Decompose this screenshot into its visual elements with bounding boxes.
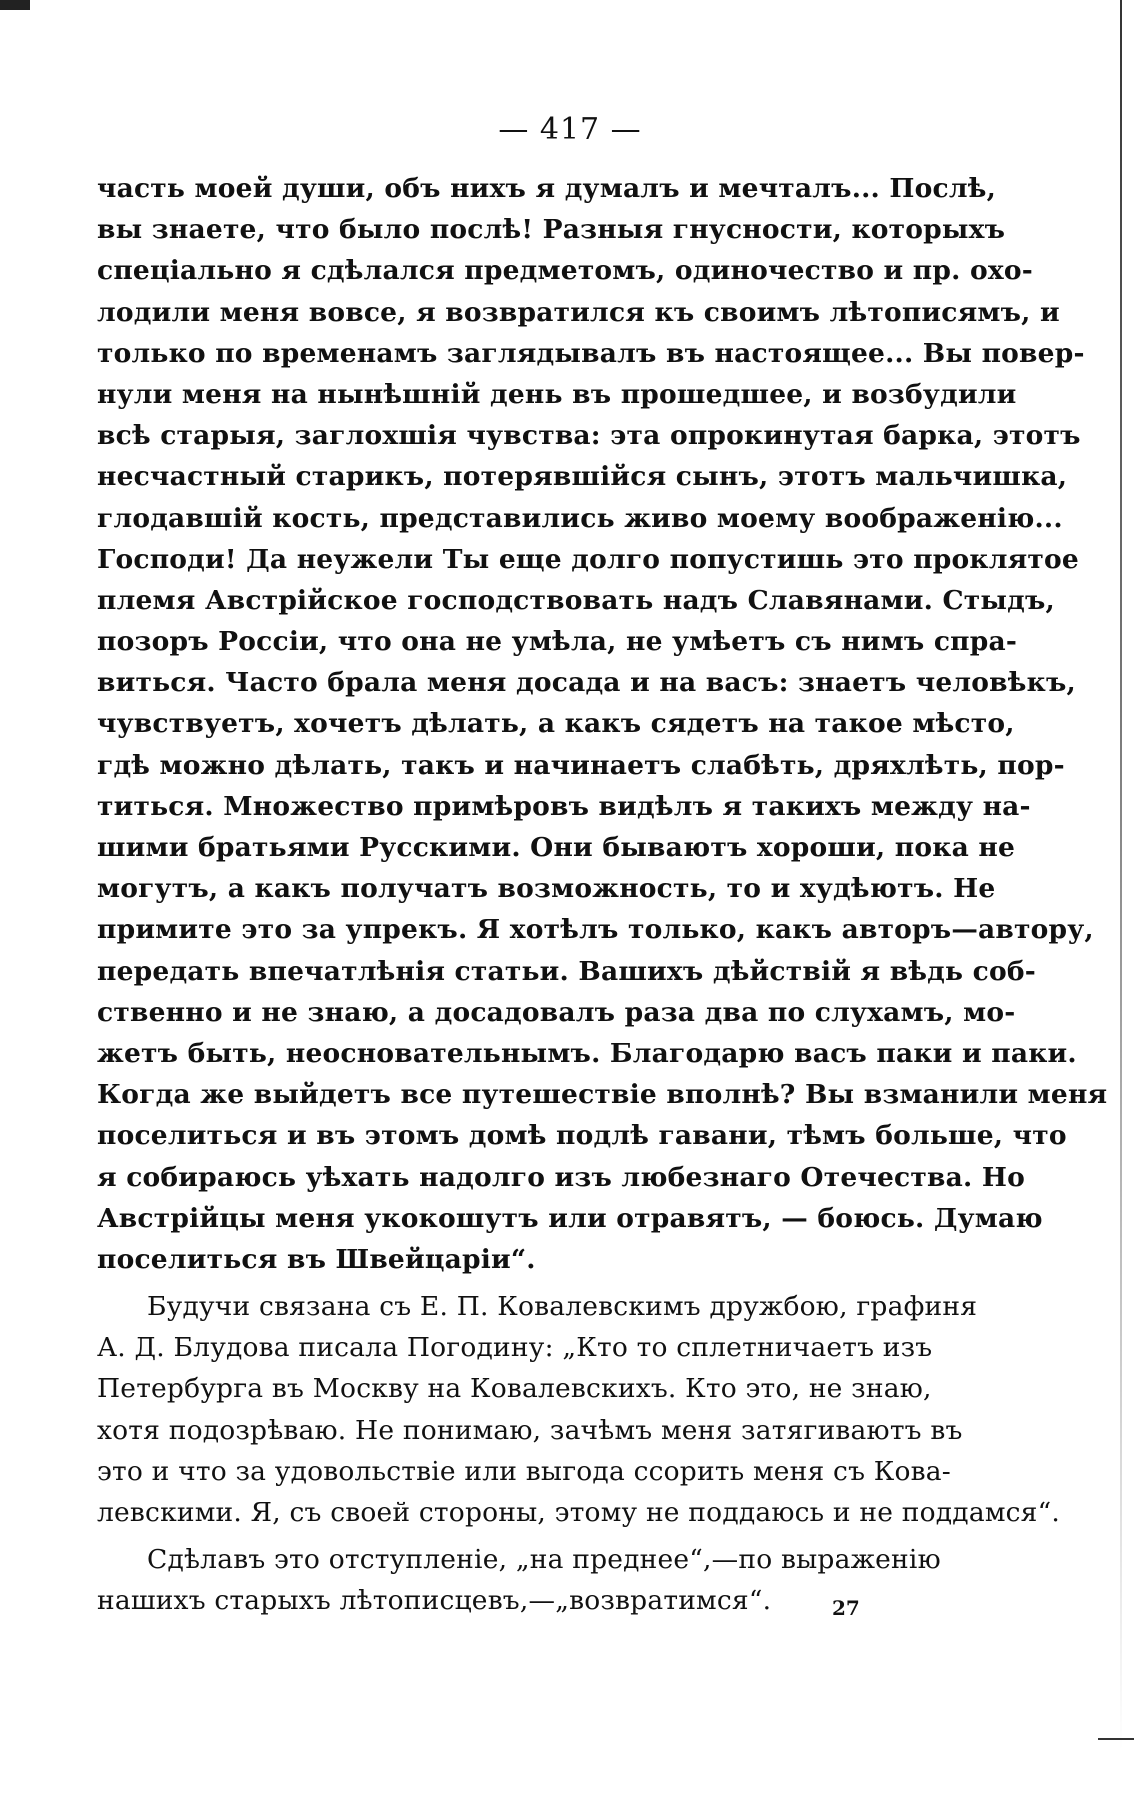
text-line: Петербурга въ Москву на Ковалевскихъ. Кто это, не знаю, (97, 1373, 932, 1405)
text-line: хотя подозрѣваю. Не понимаю, зачѣмъ меня затягиваютъ въ (97, 1414, 963, 1446)
text-line: левскими. Я, съ своей стороны, этому не поддаюсь и не поддамся“. (97, 1497, 1060, 1528)
text-line: всѣ старыя, заглохшія чувства: эта опрокинутая барка, этотъ (97, 420, 1081, 452)
text-line: нули меня на нынѣшній день въ прошедшее, и возбудили (97, 378, 1017, 410)
paragraph-letter-quote (97, 168, 1108, 1280)
page-number: — 417 — (498, 112, 642, 147)
text-line: жетъ быть, неосновательнымъ. Благодарю васъ паки и паки. (97, 1037, 1077, 1069)
text-line: титься. Множество примѣровъ видѣлъ я такихъ между на- (97, 790, 1031, 822)
text-line: несчастный старикъ, потерявшійся сынъ, этотъ мальчишка, (97, 461, 1068, 493)
text-line: Австрійцы меня укокошутъ или отравятъ, — боюсь. Думаю (97, 1202, 1043, 1234)
text-line: могутъ, а какъ получатъ возможность, то и худѣютъ. Не (97, 873, 996, 905)
text-line: спеціально я сдѣлался предметомъ, одиночество и пр. охо- (97, 255, 1033, 287)
scan-page-edge (1120, 0, 1122, 1750)
paragraph-closing (97, 1539, 941, 1621)
text-line: вы знаете, что было послѣ! Разныя гнусности, которыхъ (97, 214, 1006, 246)
text-line: племя Австрійское господствовать надъ Славянами. Стыдъ, (97, 584, 1055, 616)
text-line: ственно и не знаю, а досадовалъ раза два по слухамъ, мо- (97, 996, 1016, 1028)
text-line: позоръ Россіи, что она не умѣла, не умѣетъ съ нимъ спра- (97, 626, 1018, 658)
text-line: Когда же выйдетъ все путешествіе вполнѣ? Вы взманили меня (97, 1079, 1108, 1111)
text-line: это и что за удовольствіе или выгода ссорить меня съ Кова- (97, 1455, 951, 1487)
scan-edge-tick (1098, 1738, 1134, 1740)
paragraph-bludova (97, 1286, 1060, 1533)
text-line: Сдѣлавъ это отступленіе, „на преднее“,—по выраженію (147, 1544, 941, 1576)
text-line: поселиться и въ этомъ домѣ подлѣ гавани, тѣмъ больше, что (97, 1120, 1067, 1152)
text-line: я собираюсь уѣхать надолго изъ любезнаго Отечества. Но (97, 1161, 1025, 1193)
text-line: глодавшій кость, представились живо моему воображенію... (97, 502, 1063, 534)
signature-mark: 27 (832, 1596, 860, 1620)
text-line: А. Д. Блудова писала Погодину: „Кто то сплетничаетъ изъ (97, 1332, 933, 1364)
text-line: только по временамъ заглядывалъ въ настоящее... Вы повер- (97, 337, 1085, 369)
text-line: примите это за упрекъ. Я хотѣлъ только, какъ авторъ—автору, (97, 914, 1094, 946)
text-line: поселиться въ Швейцаріи“. (97, 1243, 536, 1275)
text-line: чувствуетъ, хочетъ дѣлать, а какъ сядетъ на такое мѣсто, (97, 708, 1015, 740)
text-line: часть моей души, объ нихъ я думалъ и мечталъ... Послѣ, (97, 173, 996, 204)
page-body (97, 168, 1108, 1622)
text-line: шими братьями Русскими. Они бываютъ хороши, пока не (97, 832, 1016, 863)
text-line: передать впечатлѣнія статьи. Вашихъ дѣйствій я вѣдь соб- (97, 955, 1036, 987)
text-line: нашихъ старыхъ лѣтописцевъ,—„возвратимся“. (97, 1585, 772, 1617)
text-line: виться. Часто брала меня досада и на васъ: знаетъ человѣкъ, (97, 667, 1076, 699)
text-line: Будучи связана съ Е. П. Ковалевскимъ дружбою, графиня (147, 1291, 978, 1323)
scan-corner-mark (0, 0, 30, 10)
text-line: гдѣ можно дѣлать, такъ и начинаетъ слабѣть, дряхлѣть, пор- (97, 749, 1065, 781)
text-line: Господи! Да неужели Ты еще долго попустишь это проклятое (97, 543, 1079, 575)
text-line: лодили меня вовсе, я возвратился къ своимъ лѣтописямъ, и (97, 296, 1060, 328)
